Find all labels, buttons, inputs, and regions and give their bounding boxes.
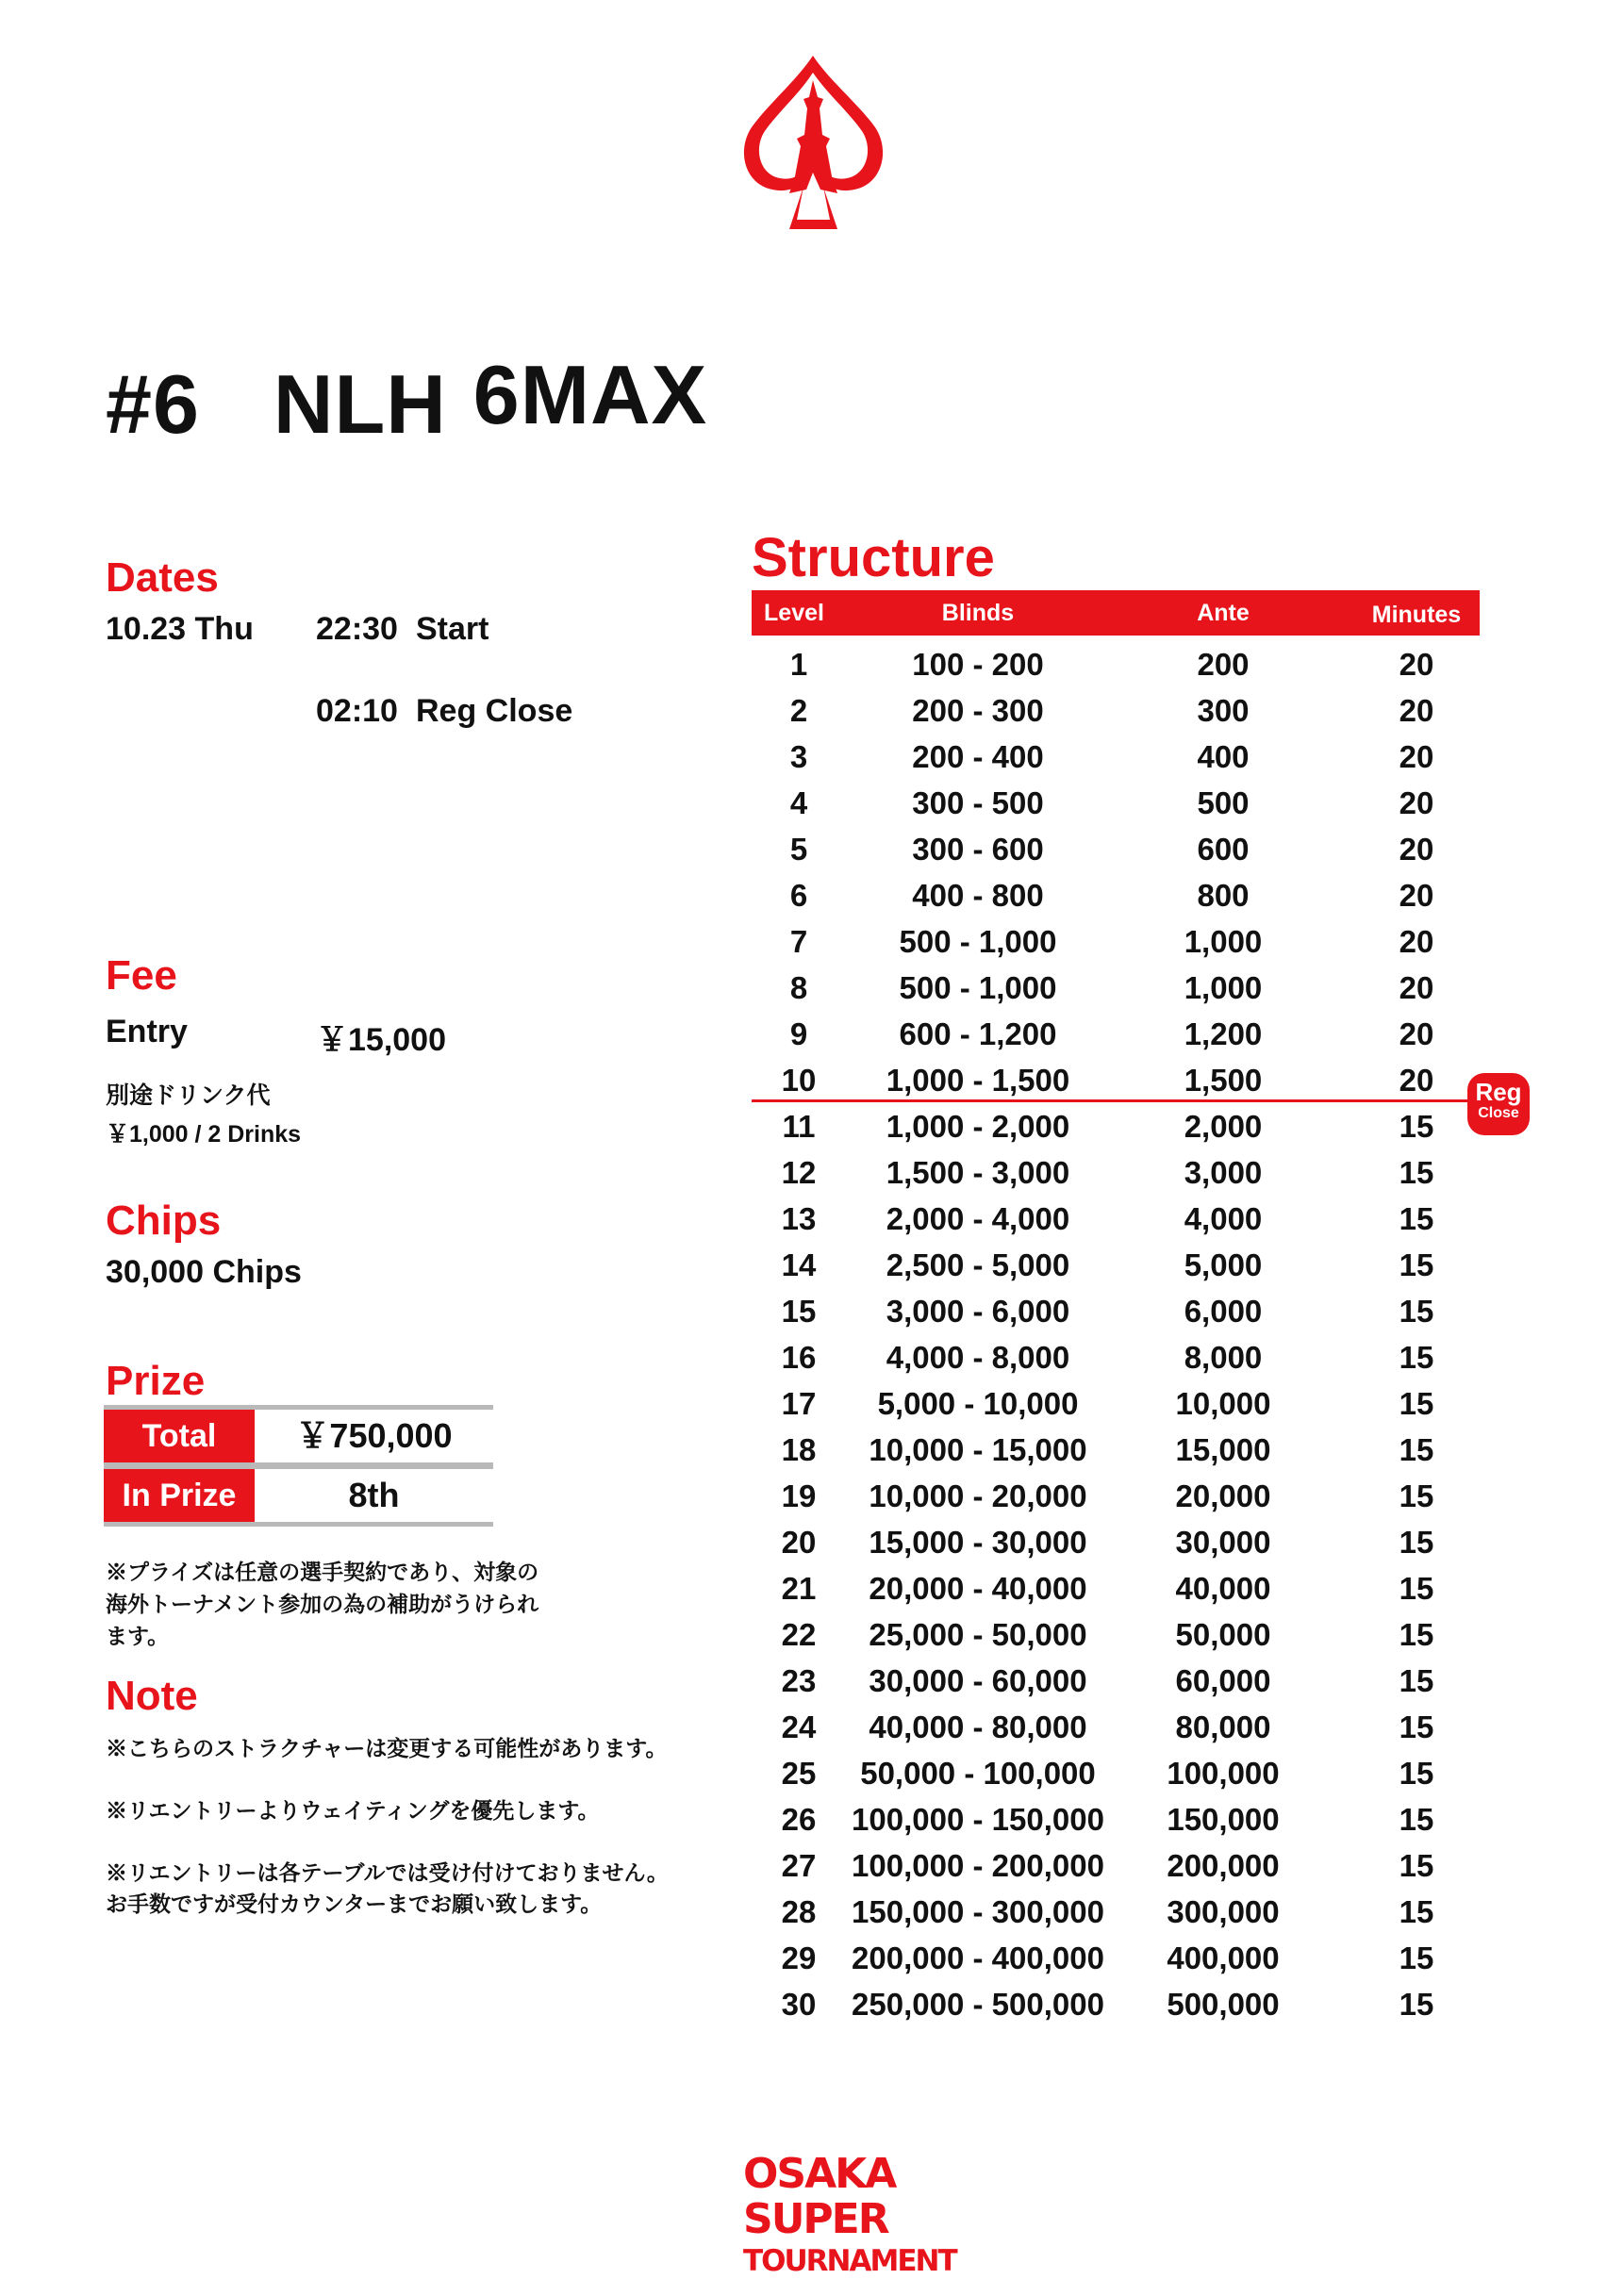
table-row [752, 1149, 1480, 1196]
cell-blinds: 500 - 1,000 [899, 924, 1057, 959]
cell-blinds: 3,000 - 6,000 [886, 1294, 1070, 1329]
table-row [752, 641, 1480, 687]
dates-heading: Dates [106, 554, 219, 601]
cell-blinds: 50,000 - 100,000 [860, 1756, 1096, 1791]
cell-level: 23 [781, 1663, 817, 1698]
cell-ante: 1,000 [1184, 924, 1263, 959]
cell-minutes: 20 [1399, 832, 1434, 867]
note-line1: ※こちらのストラクチャーは変更する可能性があります。 [106, 1736, 668, 1760]
fee-note-line2: ￥1,000 / 2 Drinks [106, 1121, 302, 1148]
cell-level: 8 [789, 970, 808, 1005]
start-label: Start [416, 611, 489, 647]
cell-minutes: 15 [1399, 1617, 1434, 1652]
footer-logo-line3: TOURNAMENT [743, 2244, 956, 2278]
table-row [752, 1334, 1480, 1380]
cell-level: 13 [781, 1201, 817, 1236]
chips-heading: Chips [106, 1198, 222, 1244]
cell-minutes: 15 [1399, 1247, 1434, 1282]
table-row [752, 780, 1480, 826]
table-row [752, 965, 1480, 1011]
cell-ante: 200,000 [1167, 1848, 1280, 1883]
cell-level: 16 [781, 1340, 817, 1375]
fee-note-line1: 別途ドリンク代 [106, 1082, 271, 1109]
cell-blinds: 15,000 - 30,000 [869, 1525, 1087, 1560]
cell-minutes: 15 [1399, 1340, 1434, 1375]
reg-close-badge-line1: Reg [1475, 1078, 1522, 1106]
prize-total-label: Total [104, 1410, 255, 1462]
cell-level: 26 [781, 1802, 817, 1837]
table-row [752, 1242, 1480, 1288]
cell-blinds: 10,000 - 15,000 [869, 1432, 1087, 1467]
cell-level: 17 [781, 1386, 817, 1421]
spade-tower-icon [740, 52, 886, 233]
cell-level: 4 [789, 785, 808, 820]
cell-blinds: 30,000 - 60,000 [869, 1663, 1087, 1698]
cell-minutes: 20 [1399, 1063, 1434, 1098]
cell-level: 21 [781, 1571, 817, 1606]
cell-ante: 8,000 [1184, 1340, 1263, 1375]
cell-minutes: 15 [1399, 1432, 1434, 1467]
table-row [752, 1842, 1480, 1889]
prize-inprize-row [104, 1464, 493, 1527]
cell-minutes: 20 [1399, 693, 1434, 728]
note-line4: お手数ですが受付カウンターまでお願い致します。 [106, 1891, 603, 1916]
table-row [752, 1057, 1480, 1103]
cell-ante: 300,000 [1167, 1894, 1280, 1929]
event-number: #6 [106, 357, 200, 451]
prize-heading: Prize [106, 1358, 206, 1404]
reg-close-label: Reg Close [416, 693, 573, 729]
cell-level: 5 [789, 832, 808, 867]
cell-level: 7 [789, 924, 808, 959]
table-row [752, 918, 1480, 965]
cell-ante: 800 [1197, 878, 1250, 913]
cell-blinds: 2,500 - 5,000 [886, 1247, 1070, 1282]
prize-inprize-value: 8th [348, 1476, 400, 1514]
table-row [752, 1889, 1480, 1935]
cell-minutes: 15 [1399, 1987, 1434, 2022]
cell-blinds: 1,000 - 1,500 [886, 1063, 1070, 1098]
cell-ante: 500 [1197, 785, 1250, 820]
table-row [752, 1658, 1480, 1704]
cell-level: 9 [789, 1016, 808, 1051]
cell-minutes: 15 [1399, 1710, 1434, 1744]
table-row [752, 1519, 1480, 1565]
prize-inprize-label: In Prize [104, 1469, 255, 1522]
cell-level: 28 [781, 1894, 817, 1929]
cell-ante: 150,000 [1167, 1802, 1280, 1837]
cell-blinds: 100,000 - 150,000 [852, 1802, 1104, 1837]
footer-logo-line1: OSAKA [743, 2150, 896, 2198]
prize-note-line1: ※プライズは任意の選手契約であり、対象の [106, 1560, 539, 1584]
cell-minutes: 15 [1399, 1894, 1434, 1929]
cell-blinds: 400 - 800 [912, 878, 1044, 913]
cell-ante: 400,000 [1167, 1941, 1280, 1975]
header-level: Level [764, 600, 824, 626]
event-date: 10.23 Thu [106, 611, 254, 647]
note-line2: ※リエントリーよりウェイティングを優先します。 [106, 1798, 600, 1823]
cell-minutes: 20 [1399, 970, 1434, 1005]
structure-heading: Structure [752, 527, 995, 588]
cell-blinds: 20,000 - 40,000 [869, 1571, 1087, 1606]
footer-logo-line2: SUPER [743, 2195, 888, 2243]
prize-note-line3: ます。 [106, 1624, 170, 1648]
table-row [752, 1473, 1480, 1519]
cell-ante: 500,000 [1167, 1987, 1280, 2022]
event-format: 6MAX [472, 348, 708, 441]
cell-minutes: 15 [1399, 1941, 1434, 1975]
cell-ante: 1,000 [1184, 970, 1263, 1005]
cell-minutes: 20 [1399, 785, 1434, 820]
cell-blinds: 40,000 - 80,000 [869, 1710, 1087, 1744]
cell-blinds: 200 - 400 [912, 739, 1044, 774]
cell-blinds: 5,000 - 10,000 [877, 1386, 1079, 1421]
reg-close-badge-line2: Close [1478, 1105, 1519, 1121]
fee-heading: Fee [106, 952, 177, 999]
reg-close-divider [752, 1099, 1480, 1102]
table-row [752, 1196, 1480, 1242]
structure-table-header [752, 590, 1480, 636]
note-heading: Note [106, 1673, 198, 1719]
cell-ante: 6,000 [1184, 1294, 1263, 1329]
cell-ante: 3,000 [1184, 1155, 1263, 1190]
reg-close-time: 02:10 [316, 693, 398, 729]
cell-ante: 600 [1197, 832, 1250, 867]
cell-minutes: 15 [1399, 1294, 1434, 1329]
table-row [752, 1380, 1480, 1427]
chips-value: 30,000 Chips [106, 1254, 302, 1290]
cell-minutes: 20 [1399, 647, 1434, 682]
cell-blinds: 1,000 - 2,000 [886, 1109, 1070, 1144]
cell-minutes: 15 [1399, 1756, 1434, 1791]
table-row [752, 1611, 1480, 1658]
header-minutes: Minutes [1371, 602, 1462, 628]
entry-label: Entry [106, 1014, 188, 1049]
cell-minutes: 15 [1399, 1155, 1434, 1190]
cell-blinds: 1,500 - 3,000 [886, 1155, 1070, 1190]
cell-level: 24 [781, 1710, 817, 1744]
cell-blinds: 25,000 - 50,000 [869, 1617, 1087, 1652]
table-row [752, 1935, 1480, 1981]
cell-level: 19 [781, 1478, 817, 1513]
table-row [752, 687, 1480, 734]
cell-blinds: 100 - 200 [912, 647, 1044, 682]
cell-level: 10 [781, 1063, 817, 1098]
cell-minutes: 20 [1399, 924, 1434, 959]
cell-minutes: 20 [1399, 878, 1434, 913]
table-row [752, 1704, 1480, 1750]
cell-ante: 60,000 [1175, 1663, 1271, 1698]
cell-blinds: 600 - 1,200 [899, 1016, 1057, 1051]
cell-blinds: 200,000 - 400,000 [852, 1941, 1104, 1975]
cell-ante: 15,000 [1175, 1432, 1271, 1467]
table-row [752, 826, 1480, 872]
header-blinds: Blinds [941, 600, 1015, 626]
prize-total-row [104, 1405, 493, 1467]
cell-blinds: 300 - 500 [912, 785, 1044, 820]
cell-level: 27 [781, 1848, 817, 1883]
cell-blinds: 300 - 600 [912, 832, 1044, 867]
cell-level: 12 [781, 1155, 817, 1190]
cell-minutes: 15 [1399, 1386, 1434, 1421]
cell-level: 2 [789, 693, 808, 728]
cell-blinds: 100,000 - 200,000 [852, 1848, 1104, 1883]
table-row [752, 734, 1480, 780]
cell-level: 30 [781, 1987, 817, 2022]
cell-blinds: 2,000 - 4,000 [886, 1201, 1070, 1236]
cell-minutes: 15 [1399, 1201, 1434, 1236]
table-row [752, 1288, 1480, 1334]
cell-ante: 5,000 [1184, 1247, 1263, 1282]
cell-ante: 300 [1197, 693, 1250, 728]
cell-level: 20 [781, 1525, 817, 1560]
cell-ante: 20,000 [1175, 1478, 1271, 1513]
cell-ante: 80,000 [1175, 1710, 1271, 1744]
cell-minutes: 20 [1399, 1016, 1434, 1051]
cell-ante: 2,000 [1184, 1109, 1263, 1144]
cell-ante: 1,500 [1184, 1063, 1263, 1098]
cell-level: 18 [781, 1432, 817, 1467]
table-row [752, 1796, 1480, 1842]
table-row [752, 1427, 1480, 1473]
cell-ante: 100,000 [1167, 1756, 1280, 1791]
event-game: NLH [273, 357, 447, 451]
prize-note [106, 1556, 538, 1652]
table-row [752, 1103, 1480, 1149]
header-ante: Ante [1197, 600, 1250, 626]
cell-level: 14 [781, 1247, 817, 1282]
cell-ante: 40,000 [1175, 1571, 1271, 1606]
cell-level: 25 [781, 1756, 817, 1791]
cell-ante: 50,000 [1175, 1617, 1271, 1652]
cell-level: 11 [782, 1109, 816, 1144]
cell-level: 1 [789, 647, 808, 682]
table-row [752, 872, 1480, 918]
cell-ante: 4,000 [1184, 1201, 1263, 1236]
cell-ante: 200 [1197, 647, 1250, 682]
cell-ante: 400 [1197, 739, 1250, 774]
cell-minutes: 15 [1399, 1571, 1434, 1606]
cell-level: 29 [781, 1941, 817, 1975]
cell-minutes: 15 [1399, 1802, 1434, 1837]
cell-level: 6 [789, 878, 808, 913]
table-row [752, 1011, 1480, 1057]
table-row [752, 1750, 1480, 1796]
cell-blinds: 150,000 - 300,000 [852, 1894, 1104, 1929]
cell-minutes: 15 [1399, 1109, 1434, 1144]
note-line3: ※リエントリーは各テーブルでは受け付けておりません。 [106, 1860, 669, 1885]
event-title [106, 348, 708, 453]
cell-blinds: 10,000 - 20,000 [869, 1478, 1087, 1513]
prize-total-value: ￥750,000 [295, 1416, 453, 1455]
table-row [752, 1565, 1480, 1611]
cell-blinds: 200 - 300 [912, 693, 1044, 728]
cell-blinds: 250,000 - 500,000 [852, 1987, 1104, 2022]
osaka-super-tournament-logo [743, 2150, 956, 2291]
table-row [752, 1981, 1480, 2027]
cell-ante: 30,000 [1175, 1525, 1271, 1560]
cell-minutes: 15 [1399, 1525, 1434, 1560]
reg-close-badge [1467, 1073, 1530, 1135]
cell-minutes: 15 [1399, 1848, 1434, 1883]
cell-blinds: 4,000 - 8,000 [886, 1340, 1070, 1375]
cell-blinds: 500 - 1,000 [899, 970, 1057, 1005]
cell-level: 3 [789, 739, 808, 774]
prize-note-line2: 海外トーナメント参加の為の補助がうけられ [106, 1592, 539, 1616]
cell-minutes: 20 [1399, 739, 1434, 774]
cell-ante: 10,000 [1175, 1386, 1271, 1421]
entry-value: ￥15,000 [316, 1022, 446, 1058]
cell-level: 22 [781, 1617, 817, 1652]
cell-level: 15 [781, 1294, 817, 1329]
cell-minutes: 15 [1399, 1663, 1434, 1698]
cell-ante: 1,200 [1184, 1016, 1263, 1051]
start-time: 22:30 [316, 611, 398, 647]
cell-minutes: 15 [1399, 1478, 1434, 1513]
